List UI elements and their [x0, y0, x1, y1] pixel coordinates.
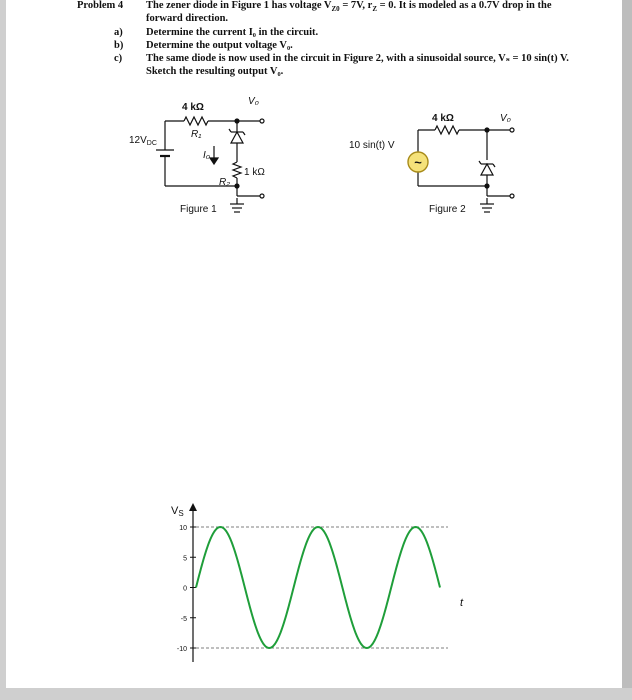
- chart-y-axis-arrowhead: [189, 503, 197, 511]
- chart-y-tick-label: 10: [179, 525, 187, 532]
- part-a-text: Determine the current I₀ in the circuit.: [146, 27, 319, 38]
- part-b-marker: b): [114, 40, 124, 51]
- part-c-text: The same diode is now used in the circuit in Figure 2, with a sinusoidal source, Vₛ = 10 sin(t) V.: [146, 53, 569, 64]
- fig2-ac-source-symbol: ~: [414, 155, 422, 170]
- chart-y-tick-label: -5: [180, 615, 187, 623]
- fig1-output-bottom-terminal: [260, 194, 264, 198]
- part-a-marker: a): [114, 27, 123, 38]
- fig1-r2-value: 1 kΩ: [244, 167, 265, 178]
- fig2-r-resistor: [435, 126, 459, 134]
- fig2-zener-bar-wing-right: [493, 164, 495, 167]
- problem-intro-line2: forward direction.: [146, 13, 229, 24]
- fig2-source-label: 10 sin(t) V: [349, 140, 395, 151]
- fig1-r2-resistor: [233, 162, 241, 178]
- fig1-zener-bar-wing-left: [229, 129, 231, 132]
- fig1-zener-triangle: [231, 132, 243, 143]
- chart-y-label: VS: [171, 505, 184, 518]
- chart-y-tick-label: 0: [183, 585, 187, 593]
- fig1-vo-terminal: [260, 119, 264, 123]
- fig1-vo-label: V₀: [248, 96, 259, 107]
- fig2-node-bottom: [485, 184, 489, 188]
- problem-intro-line1: The zener diode in Figure 1 has voltage $V_{Z0} = 7V$, $r_Z = 0$. It is modeled as a 0.7V drop in the: [146, 0, 552, 14]
- fig2-caption: Figure 2: [429, 204, 466, 215]
- fig1-caption: Figure 1: [180, 204, 217, 215]
- vs-sine-chart: [171, 503, 464, 662]
- part-b-text: Determine the output voltage V₀.: [146, 40, 293, 51]
- fig2-zener-triangle: [481, 164, 493, 175]
- fig1-node-bottom: [235, 184, 239, 188]
- part-c-marker: c): [114, 53, 123, 64]
- fig1-r1-label: R₁: [191, 129, 202, 140]
- chart-series-vs: [196, 527, 440, 648]
- fig1-r2-label: R₂: [219, 177, 231, 188]
- fig1-zener-bar-wing-right: [243, 132, 245, 135]
- figure2-circuit: [418, 126, 514, 212]
- fig2-zener-bar-wing-left: [479, 161, 481, 164]
- fig1-r1-value: 4 kΩ: [182, 102, 204, 113]
- problem-label: Problem 4: [77, 0, 124, 11]
- fig2-vo-label: V₀: [500, 113, 511, 124]
- chart-x-label: t: [460, 597, 464, 609]
- fig2-r-value: 4 kΩ: [432, 113, 454, 124]
- fig1-r1-resistor: [184, 117, 208, 125]
- fig1-source-label: $12V_{DC}$: [129, 135, 157, 147]
- chart-y-tick-label: -10: [176, 646, 187, 653]
- part-c-line2: Sketch the resulting output V₀.: [146, 66, 284, 77]
- figure1-circuit: [156, 117, 264, 212]
- fig1-current-label: I₀: [203, 150, 210, 161]
- fig2-vo-terminal: [510, 128, 514, 132]
- fig2-output-bottom-terminal: [510, 194, 514, 198]
- chart-y-tick-label: 5: [183, 555, 187, 563]
- fig1-current-arrow-head: [210, 158, 218, 164]
